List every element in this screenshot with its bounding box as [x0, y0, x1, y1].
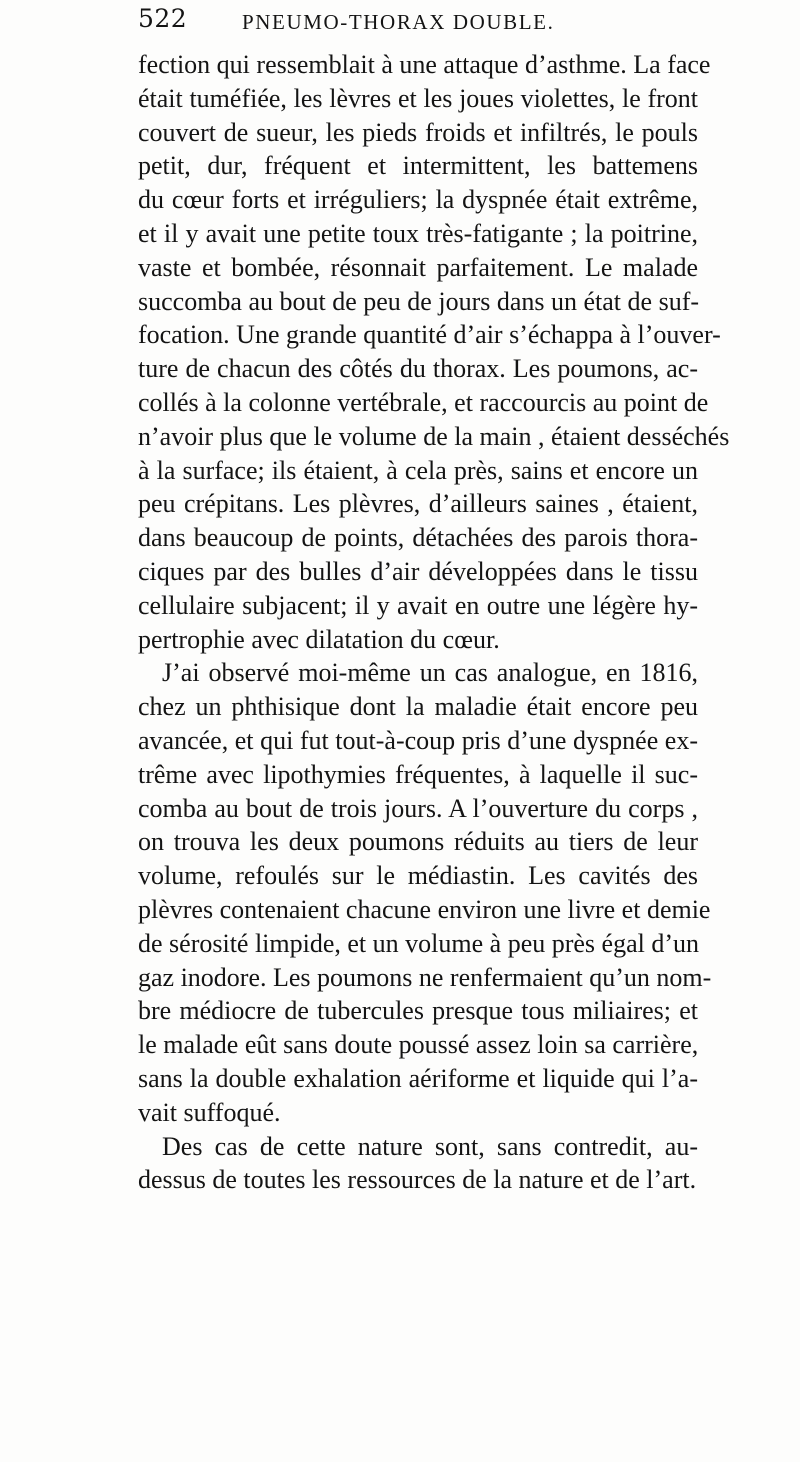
text-line: avancée, et qui fut tout-à-coup pris d’une dyspnée ex- — [138, 725, 698, 755]
text-line: collés à la colonne vertébrale, et raccourcis au point de — [138, 387, 709, 417]
text-line: du cœur forts et irréguliers; la dyspnée était extrême, — [138, 185, 698, 215]
running-head — [138, 4, 698, 44]
text-line: sans la double exhalation aériforme et liquide qui l’a- — [138, 1063, 698, 1093]
text-line: trême avec lipothymies fréquentes, à laquelle il suc- — [138, 759, 698, 789]
text-line: focation. Une grande quantité d’air s’échappa à l’ouver- — [138, 320, 721, 350]
text-line: volume, refoulés sur le médiastin. Les cavités des — [138, 861, 698, 891]
paragraph-end-line: pertrophie avec dilatation du cœur. — [138, 624, 500, 654]
text-line: cellulaire subjacent; il y avait en outre une légère hy- — [138, 590, 698, 620]
text-line: n’avoir plus que le volume de la main , étaient desséchés — [138, 421, 730, 451]
text-line: et il y avait une petite toux très-fatigante ; la poitrine, — [138, 218, 698, 248]
text-line: de sérosité limpide, et un volume à peu près égal d’un — [138, 928, 700, 958]
text-line: chez un phthisique dont la maladie était encore peu — [138, 692, 698, 722]
running-title: PNEUMO-THORAX DOUBLE. — [242, 10, 555, 34]
text-line: peu crépitans. Les plèvres, d’ailleurs saines , étaient, — [138, 489, 698, 519]
text-line: ture de chacun des côtés du thorax. Les poumons, ac- — [138, 354, 698, 384]
text-line: comba au bout de trois jours. A l’ouverture du corps , — [138, 793, 698, 823]
text-line: couvert de sueur, les pieds froids et infiltrés, le pouls — [138, 117, 698, 147]
text-line: était tuméfiée, les lèvres et les joues violettes, le front — [138, 83, 698, 113]
text-line: le malade eût sans doute poussé assez loin sa carrière, — [138, 1030, 699, 1060]
page-number: 522 — [138, 4, 188, 33]
text-line: dans beaucoup de points, détachées des parois thora- — [138, 523, 698, 553]
paragraph-end-line: vait suffoqué. — [138, 1097, 281, 1127]
text-line: on trouva les deux poumons réduits au tiers de leur — [138, 827, 698, 857]
text-line: gaz inodore. Les poumons ne renfermaient qu’un nom- — [138, 962, 712, 992]
paragraph-start-line: Des cas de cette nature sont, sans contredit, au- — [162, 1131, 698, 1161]
text-line: bre médiocre de tubercules presque tous miliaires; et — [138, 996, 698, 1026]
body-text — [138, 48, 730, 1197]
text-line: vaste et bombée, résonnait parfaitement. Le malade — [138, 252, 698, 282]
paragraph-end-line: dessus de toutes les ressources de la nature et de l’art. — [138, 1165, 697, 1195]
text-line: petit, dur, fréquent et intermittent, les battemens — [138, 151, 698, 181]
paragraph-start-line: J’ai observé moi-même un cas analogue, en 1816, — [162, 658, 698, 688]
text-line: succomba au bout de peu de jours dans un état de suf- — [138, 286, 700, 316]
text-line: ciques par des bulles d’air développées dans le tissu — [138, 556, 698, 586]
text-line: fection qui ressemblait à une attaque d’asthme. La face — [138, 50, 711, 79]
text-line: à la surface; ils étaient, à cela près, sains et encore un — [138, 455, 698, 485]
text-line: plèvres contenaient chacune environ une livre et demie — [138, 894, 711, 924]
